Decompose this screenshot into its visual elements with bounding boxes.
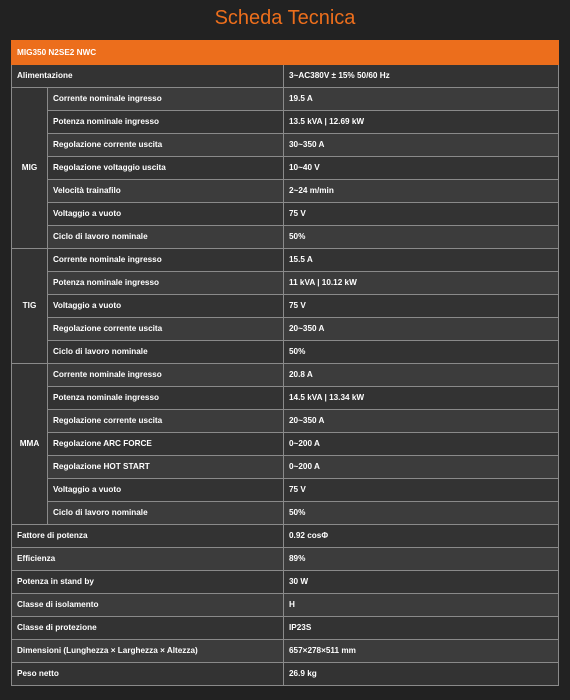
spec-table: [11, 40, 559, 686]
spec-label: Regolazione corrente uscita: [48, 134, 284, 157]
spec-value: 75 V: [284, 479, 559, 502]
spec-value: 19.5 A: [284, 88, 559, 111]
spec-value: 30~350 A: [284, 134, 559, 157]
spec-value: 14.5 kVA | 13.34 kW: [284, 387, 559, 410]
spec-value: 20~350 A: [284, 410, 559, 433]
spec-value: 0~200 A: [284, 456, 559, 479]
spec-value: IP23S: [284, 617, 559, 640]
spec-value: 50%: [284, 226, 559, 249]
table-row: [12, 433, 559, 456]
table-row: [12, 456, 559, 479]
spec-label: Voltaggio a vuoto: [48, 203, 284, 226]
spec-label: Regolazione HOT START: [48, 456, 284, 479]
table-row: [12, 318, 559, 341]
table-row: [12, 617, 559, 640]
table-row: [12, 272, 559, 295]
group-label-tig: TIG: [12, 249, 48, 364]
spec-label: Corrente nominale ingresso: [48, 249, 284, 272]
spec-value: 657×278×511 mm: [284, 640, 559, 663]
table-row: [12, 594, 559, 617]
table-row: [12, 203, 559, 226]
table-row: [12, 387, 559, 410]
spec-label: Ciclo di lavoro nominale: [48, 341, 284, 364]
table-row: [12, 249, 559, 272]
spec-label: Potenza nominale ingresso: [48, 387, 284, 410]
spec-label: Dimensioni (Lunghezza × Larghezza × Altezza): [12, 640, 284, 663]
spec-value: 10~40 V: [284, 157, 559, 180]
spec-value: 75 V: [284, 203, 559, 226]
page-title: Scheda Tecnica: [214, 7, 356, 29]
table-row: [12, 65, 559, 88]
spec-value: 11 kVA | 10.12 kW: [284, 272, 559, 295]
table-row: [12, 180, 559, 203]
table-row: [12, 571, 559, 594]
spec-value: 26.9 kg: [284, 663, 559, 686]
spec-value: 30 W: [284, 571, 559, 594]
spec-label: Regolazione corrente uscita: [48, 410, 284, 433]
spec-value: 89%: [284, 548, 559, 571]
spec-table-body: [12, 41, 559, 686]
table-row: [12, 663, 559, 686]
spec-label: Ciclo di lavoro nominale: [48, 502, 284, 525]
table-row: [12, 410, 559, 433]
spec-value: 3~AC380V ± 15% 50/60 Hz: [284, 65, 559, 88]
spec-label: Regolazione voltaggio uscita: [48, 157, 284, 180]
group-label-mig: MIG: [12, 88, 48, 249]
spec-value: 2~24 m/min: [284, 180, 559, 203]
spec-label: Regolazione corrente uscita: [48, 318, 284, 341]
spec-value: 20.8 A: [284, 364, 559, 387]
table-row: [12, 640, 559, 663]
spec-label: Potenza nominale ingresso: [48, 111, 284, 134]
spec-value: 15.5 A: [284, 249, 559, 272]
spec-value: 75 V: [284, 295, 559, 318]
spec-value: 50%: [284, 502, 559, 525]
spec-label: Velocità trainafilo: [48, 180, 284, 203]
spec-value: 50%: [284, 341, 559, 364]
spec-label: Corrente nominale ingresso: [48, 88, 284, 111]
table-row: [12, 134, 559, 157]
group-label-mma: MMA: [12, 364, 48, 525]
table-row: [12, 226, 559, 249]
table-row: [12, 479, 559, 502]
model-name: MIG350 N2SE2 NWC: [12, 41, 559, 65]
spec-value: 13.5 kVA | 12.69 kW: [284, 111, 559, 134]
table-header-row: [12, 41, 559, 65]
spec-value: 20~350 A: [284, 318, 559, 341]
spec-value: H: [284, 594, 559, 617]
spec-label: Fattore di potenza: [12, 525, 284, 548]
spec-label: Corrente nominale ingresso: [48, 364, 284, 387]
table-row: [12, 548, 559, 571]
spec-label: Regolazione ARC FORCE: [48, 433, 284, 456]
table-row: [12, 525, 559, 548]
spec-label: Voltaggio a vuoto: [48, 479, 284, 502]
table-row: [12, 502, 559, 525]
spec-label: Classe di protezione: [12, 617, 284, 640]
table-row: [12, 157, 559, 180]
table-row: [12, 295, 559, 318]
spec-label: Classe di isolamento: [12, 594, 284, 617]
table-row: [12, 111, 559, 134]
spec-label: Ciclo di lavoro nominale: [48, 226, 284, 249]
spec-label: Potenza in stand by: [12, 571, 284, 594]
spec-label: Potenza nominale ingresso: [48, 272, 284, 295]
spec-label: Voltaggio a vuoto: [48, 295, 284, 318]
table-row: [12, 341, 559, 364]
spec-label: Efficienza: [12, 548, 284, 571]
spec-label: Alimentazione: [12, 65, 284, 88]
table-row: [12, 364, 559, 387]
spec-label: Peso netto: [12, 663, 284, 686]
spec-value: 0~200 A: [284, 433, 559, 456]
spec-value: 0.92 cosΦ: [284, 525, 559, 548]
table-row: [12, 88, 559, 111]
